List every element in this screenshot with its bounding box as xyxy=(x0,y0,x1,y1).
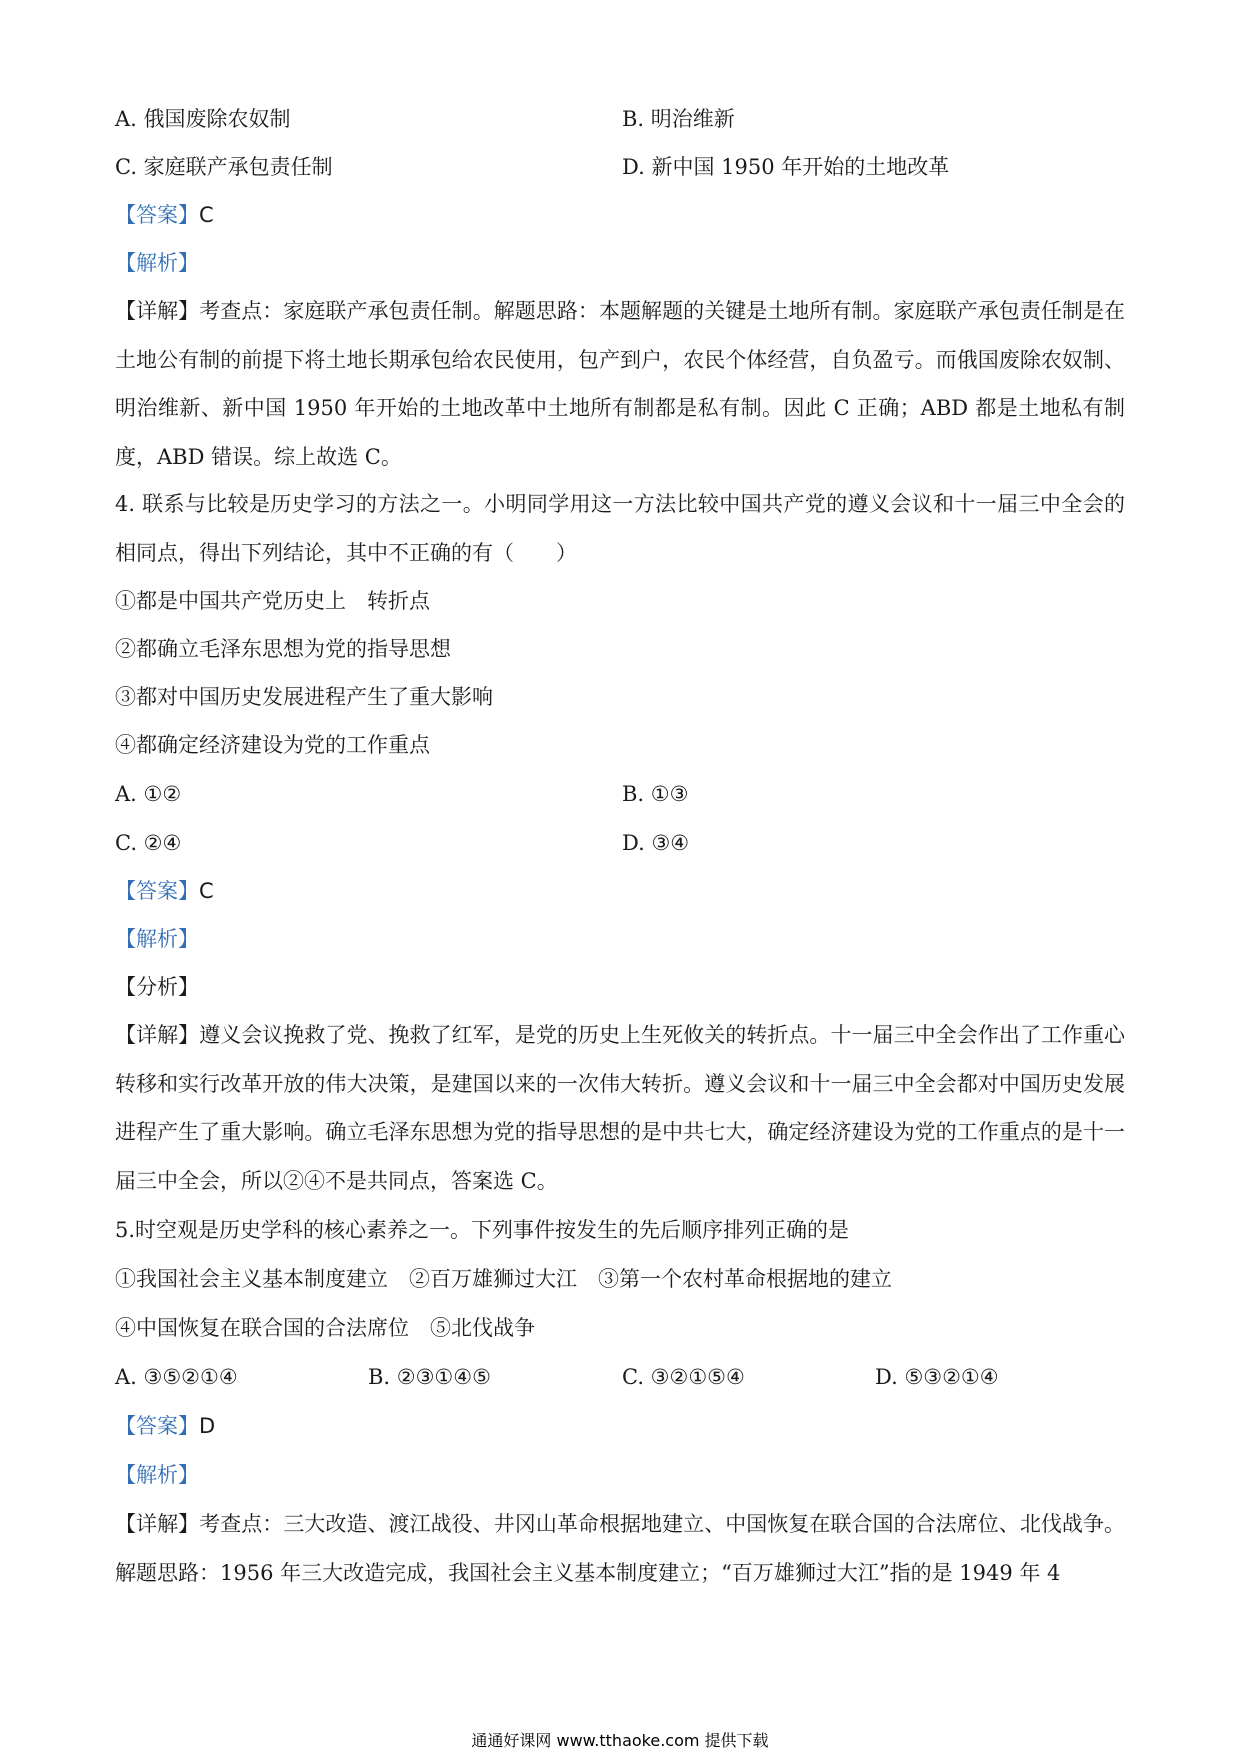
q3-option-b: B. 明治维新 xyxy=(622,107,735,131)
q3-detail: 【详解】考查点：家庭联产承包责任制。解题思路：本题解题的关键是土地所有制。家庭联产承包责任制是在土地公有制的前提下将土地长期承包给农民使用，包产到户，农民个体经营，自负盈亏。而俄国废除农奴制、明治维新、新中国 1950 年开始的土地改革中土地所有制都是私有制。因此 C 正确；ABD 都是土地私有制度，ABD 错误。综上故选 C。 xyxy=(115,299,1125,469)
q5-items-line-2: ④中国恢复在联合国的合法席位 ⑤北伐战争 xyxy=(115,1316,535,1340)
q4-detail: 【详解】遵义会议挽救了党、挽救了红军，是党的历史上生死攸关的转折点。十一届三中全会作出了工作重心转移和实行改革开放的伟大决策，是建国以来的一次伟大转折。遵义会议和十一届三中全会都对中国历史发展进程产生了重大影响。确立毛泽东思想为党的指导思想的是中共七大，确定经济建设为党的工作重点的是十一届三中全会，所以②④不是共同点，答案选 C。 xyxy=(115,1023,1125,1193)
q5-option-a: A. ③⑤②①④ xyxy=(115,1365,238,1389)
answer-value: C xyxy=(199,879,214,903)
q5-stem: 5.时空观是历史学科的核心素养之一。下列事件按发生的先后顺序排列正确的是 xyxy=(115,1218,850,1242)
q5-option-d: D. ⑤③②①④ xyxy=(875,1365,999,1389)
q3-analysis-label: 【解析】 xyxy=(115,251,199,275)
q4-item-2: ②都确立毛泽东思想为党的指导思想 xyxy=(115,637,451,661)
answer-label: 【答案】 xyxy=(115,879,199,903)
q5-answer xyxy=(115,1412,1125,1440)
q4-option-a: A. ①② xyxy=(115,782,182,806)
q4-item-1: ①都是中国共产党历史上 转折点 xyxy=(115,589,430,613)
page-footer: 通通好课网 www.tthaoke.com 提供下载 xyxy=(471,1731,769,1750)
answer-value: D xyxy=(199,1414,216,1438)
answer-label: 【答案】 xyxy=(115,203,199,227)
q4-answer xyxy=(115,877,1125,905)
q4-option-c: C. ②④ xyxy=(115,831,182,855)
q3-option-a: A. 俄国废除农奴制 xyxy=(115,107,291,131)
q3-option-d: D. 新中国 1950 年开始的土地改革 xyxy=(622,155,950,179)
q5-options xyxy=(115,1363,1125,1391)
q4-option-b: B. ①③ xyxy=(622,782,689,806)
q3-option-c: C. 家庭联产承包责任制 xyxy=(115,155,333,179)
q5-analysis-label: 【解析】 xyxy=(115,1463,199,1487)
q5-option-b: B. ②③①④⑤ xyxy=(368,1365,491,1389)
q3-answer xyxy=(115,201,1125,229)
q4-item-4: ④都确定经济建设为党的工作重点 xyxy=(115,733,430,757)
q5-detail: 【详解】考查点：三大改造、渡江战役、井冈山革命根据地建立、中国恢复在联合国的合法席位、北伐战争。解题思路：1956 年三大改造完成，我国社会主义基本制度建立；“百万雄狮过大江”指的是 1949 年 4 xyxy=(115,1512,1125,1585)
answer-label: 【答案】 xyxy=(115,1414,199,1438)
q4-stem: 4. 联系与比较是历史学习的方法之一。小明同学用这一方法比较中国共产党的遵义会议和十一届三中全会的相同点，得出下列结论，其中不正确的有（ ） xyxy=(115,492,1125,565)
q4-analysis-label: 【解析】 xyxy=(115,927,199,951)
q5-items-line-1: ①我国社会主义基本制度建立 ②百万雄狮过大江 ③第一个农村革命根据地的建立 xyxy=(115,1267,892,1291)
q4-fenxi-label: 【分析】 xyxy=(115,975,199,999)
answer-value: C xyxy=(199,203,214,227)
q5-option-c: C. ③②①⑤④ xyxy=(622,1365,745,1389)
q4-option-d: D. ③④ xyxy=(622,831,690,855)
q4-item-3: ③都对中国历史发展进程产生了重大影响 xyxy=(115,685,493,709)
